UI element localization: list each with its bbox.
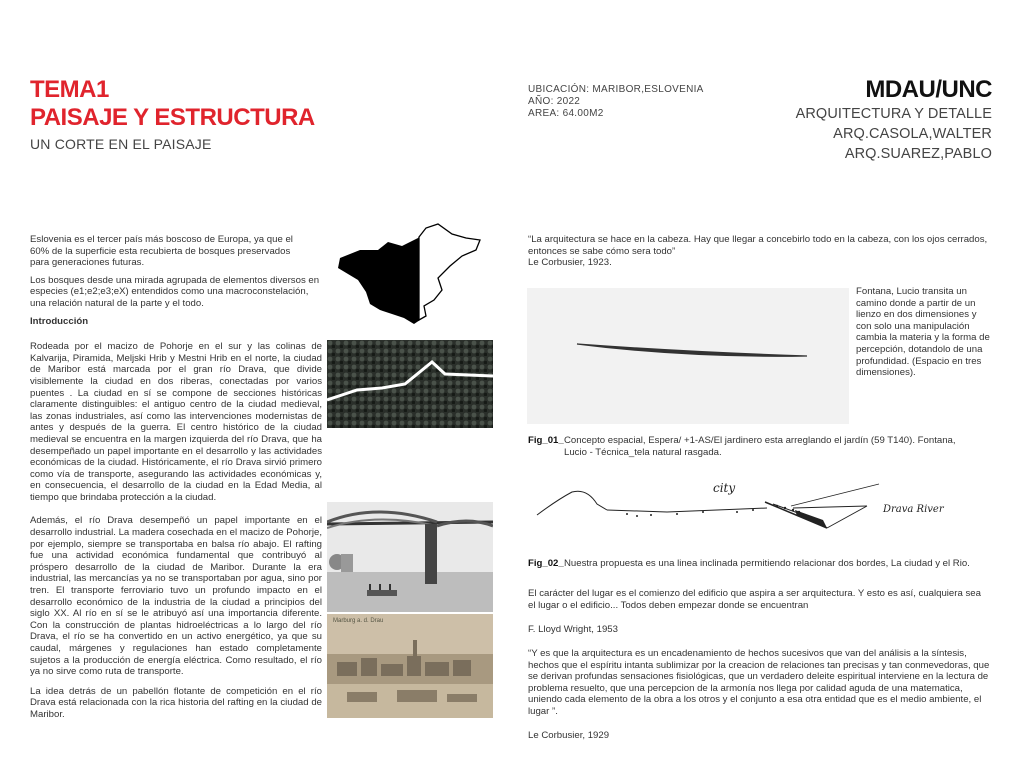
- slovenia-map-icon: [330, 220, 490, 330]
- meta-year: AÑO: 2022: [528, 96, 581, 107]
- site-section-sketch: [527, 470, 977, 550]
- quote-corbusier-1923: [528, 234, 988, 269]
- body-paragraph-5: La idea detrás de un pabellón flotante de competición en el río Drava está relacionada con la rica historia del rafting en la ciudad de Maribor.: [30, 685, 322, 720]
- section-heading-introduccion: Introducción: [30, 315, 89, 327]
- figure-1-label: Fig_01_: [528, 435, 564, 446]
- left-column: [30, 234, 322, 727]
- figure-1-text: Concepto espacial, Espera/ +1-AS/El jardinero esta arreglando el jardín (59 T140). Fontana, Lucio - Técnica_tela natural rasgada.: [564, 435, 956, 458]
- paragraph-lugar: El carácter del lugar es el comienzo del edificio que aspira a ser arquitectura. Y esto es así, cualquiera sea el lugar o el edificio... Todos deben empezar donde se encuentran: [528, 588, 981, 611]
- body-paragraph-4: Además, el río Drava desempeñó un papel importante en el desarrollo industrial. La madera cosechada en el macizo de Pohorje, por ejemplo, siempre se transportaba en balsa río abajo. El rafting fue una actividad económica fundamental que contribuyó al próspero desarrollo de la ciudad de Maribor. Durante la era industrial, las mercancías ya no se transportaban por agua, sino por tren. El transporte ferroviario tuvo un profundo impacto en el desarrollo económico de la industria de la ciudad a principios del siglo XX. Al río en sí se le atribuyó así una importancia diferente. Con la construcción de plantas hidroeléctricas a lo largo del río Drava, el río se ha convertido en un activo energético, ya que su caudal, márgenes y regulaciones han estado completamente sujetos a la producción de energía eléctrica. Como resultado, el río ya no sirve como ruta de transporte.: [30, 515, 322, 678]
- brand-author-2: ARQ.SUAREZ,PABLO: [844, 146, 992, 162]
- page-title: [30, 76, 315, 132]
- quote-2-author: Le Corbusier, 1929: [528, 730, 610, 741]
- meta-location: UBICACIÓN: MARIBOR,ESLOVENIA: [528, 84, 704, 95]
- quote-corbusier-1929: “Y es que la arquitectura es un encadenamiento de hechos sucesivos que van del análisis a la síntesis, hechos que el espíritu intanta sublimizar por la creacion de relaciones tan precisas y tan conmevedoras, que se derivan profundas sensaciones fisiológicas, que un verdadero deleite espiritual interviene en la lectura de problema resuelto, que una percepcion de la armonía nos llega por calidad aguda de una matematica, uniendo cada elemento de la obra a los otros y el conjunto a esa otra entidad que es el medio ambiente, el lugar ”.: [528, 648, 990, 717]
- sketch-label-river: Drava River: [883, 504, 944, 515]
- meta-area: AREA: 64.00M2: [528, 108, 604, 119]
- fontana-canvas-image: [527, 288, 849, 424]
- brand-author-1: ARQ.CASOLA,WALTER: [833, 126, 992, 142]
- title-line-2: PAISAJE Y ESTRUCTURA: [30, 104, 315, 131]
- sketch-label-city: city: [713, 481, 736, 495]
- intro-paragraph-2: Los bosques desde una mirada agrupada de elementos diversos en especies (e1;e2;e3;eX) entendidos como una macroconstelación, una relación natural de la parte y el todo.: [30, 274, 320, 309]
- brand-block: [796, 76, 992, 164]
- project-meta: [528, 84, 704, 120]
- author-wright: F. Lloyd Wright, 1953: [528, 624, 618, 635]
- brand-course: ARQUITECTURA Y DETALLE: [795, 106, 992, 122]
- figure-2-caption: [528, 558, 978, 570]
- intro-paragraph-1: Eslovenia es el tercer país más boscoso de Europa, ya que el 60% de la superficie esta recubierta de bosques preservados para generaciones futuras.: [30, 234, 293, 269]
- title-line-1: TEMA1: [30, 76, 109, 103]
- figure-2-label: Fig_02_: [528, 558, 564, 569]
- bridge-photo: [327, 502, 493, 612]
- page-subtitle: UN CORTE EN EL PAISAJE: [30, 136, 212, 152]
- figure-1-caption: [528, 435, 978, 458]
- brand-title: MDAU/UNC: [865, 76, 992, 103]
- postcard-caption: Marburg a. d. Drau: [333, 618, 384, 624]
- fontana-description: Fontana, Lucio transita un camino donde a partir de un lienzo en dos dimensiones y con solo una manipulación cambia la materia y la forma de percepción, dotandolo de una profundidad. (Espacio en tres dimensiones).: [856, 286, 990, 379]
- figure-2-text: Nuestra propuesta es una linea inclinada permitiendo relacionar dos bordes, La ciudad y el Rio.: [564, 558, 970, 569]
- body-paragraph-3: Rodeada por el macizo de Pohorje en el sur y las colinas de Kalvarija, Piramida, Meljski Hrib y Mestni Hrib en el norte, la ciudad de Maribor está marcada por el gran río Drava, que divide visiblemente la ciudad en dos riberas, conectadas por varios puentes . La ciudad en sí se compone de secciones históricas claramente distinguibles: el antiguo centro de la ciudad medieval, las zonas industriales, así como las intervenciones modernistas de antes y después de la guerra. El centro histórico de la ciudad medieval se encuentra en la margen izquierda del río Drava, que ha desempeñado un papel importante en el desarrollo y las actividades económicas de la ciudad. Históricamente, el río Drava sirvió primero como vía de transporte, asegurando las actividades económicas y, en consecuencia, el desarrollo de la ciudad en la Edad Media, al tiempo que brindaba protección a la ciudad.: [30, 341, 322, 503]
- quote-1-text: “La arquitectura se hace en la cabeza. Hay que llegar a concebirlo todo en la cabeza, con los ojos cerrados, entonces se sabe cómo sera todo”: [528, 234, 988, 257]
- historic-postcard: [327, 614, 493, 718]
- quote-1-author: Le Corbusier, 1923.: [528, 257, 612, 269]
- forest-aerial-image: [327, 340, 493, 428]
